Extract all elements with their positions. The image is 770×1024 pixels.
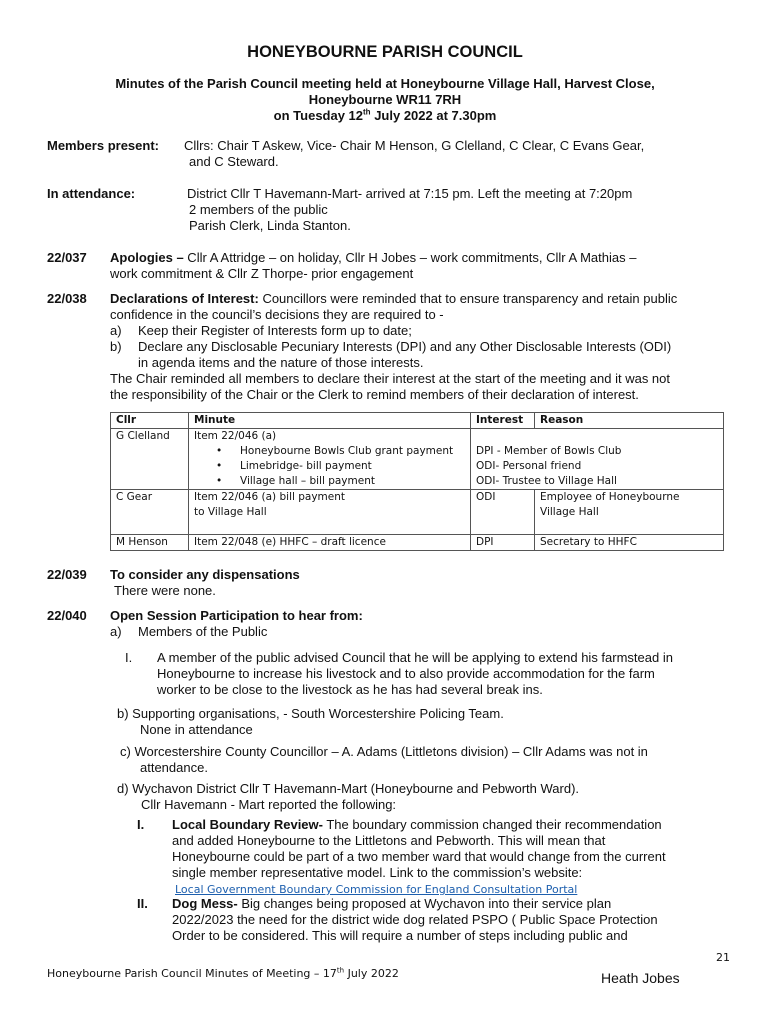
attendance-label: In attendance: [47,186,136,201]
dog-mess-item: II. Dog Mess- Big changes being proposed at Wychavon into their service plan 2022/2023 the need for the district wide dog related PSPO ( Public Space Protection Order to be considered. This will require a number of steps including public and [137,896,658,943]
attendance-list: District Cllr T Havemann-Mart- arrived at 7:15 pm. Left the meeting at 7:20pm 2 members of the public Parish Clerk, Linda Stanton. [187,186,633,233]
item-number: 22/037 [47,250,87,265]
section-heading: To consider any dispensations [110,567,300,582]
item-number: 22/038 [47,291,87,306]
subtitle-line: Honeybourne WR11 7RH [308,92,462,107]
page-number: 21 [716,951,730,964]
supporting-organisations: b) Supporting organisations, - South Worcestershire Policing Team. None in attendance [117,706,504,737]
minute-cell: Item 22/046 (a) • Honeybourne Bowls Club grant payment • Limebridge- bill payment • Village hall – bill payment [189,429,471,490]
column-header: Reason [535,413,724,429]
cllr-cell: M Henson [111,535,189,551]
declarations-table [110,412,724,551]
minute-cell: Item 22/048 (e) HHFC – draft licence [189,535,471,551]
list-item: • Honeybourne Bowls Club grant payment [216,444,465,459]
boundary-commission-link[interactable]: Local Government Boundary Commission for England Consultation Portal [175,883,578,896]
interest-cell: DPI - Member of Bowls Club ODI- Personal friend ODI- Trustee to Village Hall [471,429,724,490]
footer-text: Honeybourne Parish Council Minutes of Meeting – 17th July 2022 [47,966,399,980]
table-row [111,429,724,490]
cllr-cell: G Clelland [111,429,189,490]
signature: Heath Jobes [601,970,680,986]
minute-cell: Item 22/046 (a) bill payment to Village Hall [189,490,471,535]
section-heading: Declarations of Interest: [110,291,259,306]
public-comment: I. A member of the public advised Council that he will be applying to extend his farmstead in Honeybourne to increase his livestock and to also provide accommodation for the farm worker to be close to the livestock as he has had several break ins. [125,650,673,697]
boundary-review: I. Local Boundary Review- The boundary commission changed their recommendation and added Honeybourne to the Littletons and Pebworth. This will mean that Honeybourne could be part of a two member ward that would change from the current single member representative model. Link to the commission’s website: Local Government Boundary Commission for England Consultation Portal [137,817,666,896]
declarations-section: Declarations of Interest: Councillors were reminded that to ensure transparency and retain public confidence in the council’s decisions they are required to - a) Keep their Register of Interests form up to date; b) Declare any Disclosable Pecuniary Interests (DPI) and any Other Disclosable Interests (ODI) in agenda items and the nature of those interests. The Chair reminded all members to declare their interest at the start of the meeting and it was not the responsibility of the Chair or the Clerk to remind members of their declaration of interest. [110,291,678,402]
table-header-row [111,413,724,429]
subtitle-line: Minutes of the Parish Council meeting held at Honeybourne Village Hall, Harvest Close, [115,76,655,91]
list-item: • Village hall – bill payment [216,474,465,489]
reason-cell: Employee of Honeybourne Village Hall [535,490,724,535]
members-label: Members present: [47,138,159,153]
county-councillor: c) Worcestershire County Councillor – A. Adams (Littletons division) – Cllr Adams was not in attendance. [120,744,648,775]
members-list: Cllrs: Chair T Askew, Vice- Chair M Henson, G Clelland, C Clear, C Evans Gear, and C Steward. [184,138,645,169]
item-number: 22/039 [47,567,87,582]
reason-cell: Secretary to HHFC [535,535,724,551]
section-heading: Open Session Participation to hear from: [110,608,363,623]
item-number: 22/040 [47,608,87,623]
dispensations-section: To consider any dispensations There were none. [110,567,730,599]
column-header: Cllr [111,413,189,429]
cllr-cell: C Gear [111,490,189,535]
district-councillor: d) Wychavon District Cllr T Havemann-Mart (Honeybourne and Pebworth Ward). Cllr Havemann - Mart reported the following: [117,781,580,812]
column-header: Interest [471,413,535,429]
apologies-section: Apologies – Cllr A Attridge – on holiday, Cllr H Jobes – work commitments, Cllr A Mathias – work commitment & Cllr Z Thorpe- prior engagement [110,250,637,281]
column-header: Minute [189,413,471,429]
section-heading: Apologies – [110,250,184,265]
table-row [111,490,724,535]
list-item: • Limebridge- bill payment [216,459,465,474]
table-row [111,535,724,551]
interest-cell: DPI [471,535,535,551]
document-title: HONEYBOURNE PARISH COUNCIL [247,43,523,61]
interest-cell: ODI [471,490,535,535]
meeting-subtitle [60,76,710,124]
open-session-section: Open Session Participation to hear from: a) Members of the Public [110,608,730,640]
subtitle-date: on Tuesday 12th July 2022 at 7.30pm [273,107,497,123]
